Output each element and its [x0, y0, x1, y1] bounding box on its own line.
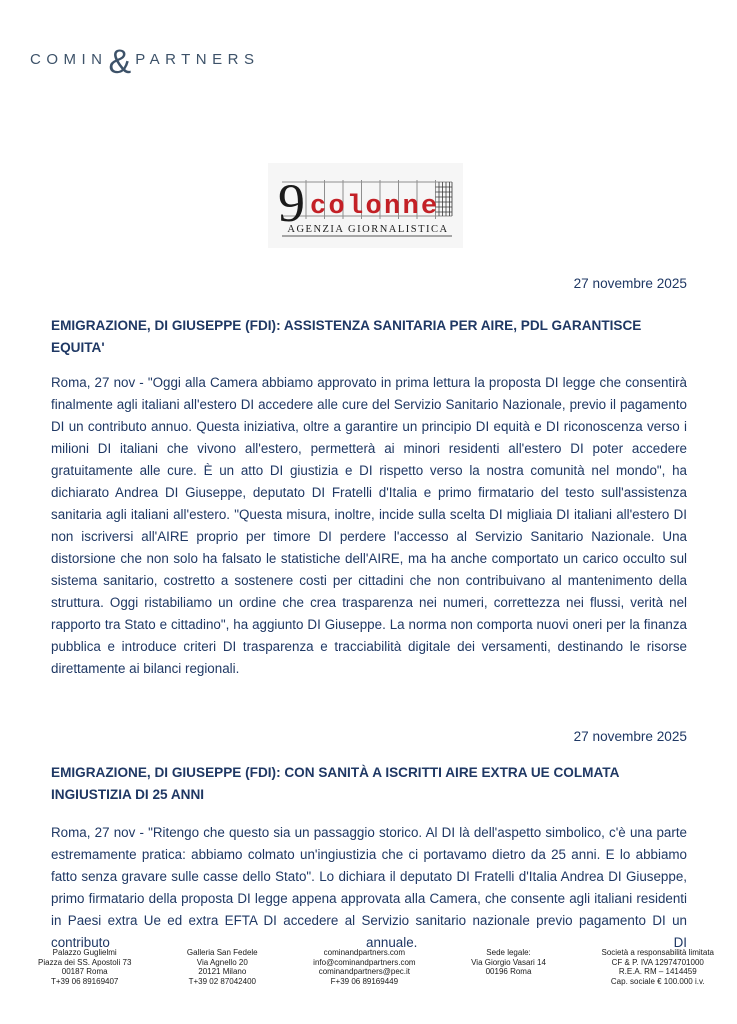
- footer-line: cominandpartners@pec.it: [318, 967, 410, 977]
- footer-address-milan: [187, 948, 258, 986]
- footer-address-rome: [38, 948, 131, 986]
- article-body-2: Roma, 27 nov - "Ritengo che questo sia un passaggio storico. Al DI là dell'aspetto simbolico, c'è una parte estremamente pratica: abbiamo colmato un'ingiustizia che ci portavamo dietro da 25 anni. E lo abbiamo fatto senza gravare sulle casse dello Stato". Lo dichiara il deputato DI Fratelli d'Italia Andrea DI Giuseppe, primo firmatario della proposta DI legge appena approvata alla Camera, che consente agli italiani residenti in Paesi extra Ue ed extra EFTA DI accedere al Servizio sanitario nazionale previo pagamento DI un contributo annuale. DI: [51, 825, 687, 950]
- headline-2: EMIGRAZIONE, DI GIUSEPPE (FDI): CON SANITÀ A ISCRITTI AIRE EXTRA UE COLMATA INGIUSTIZIA DI 25 ANNI: [51, 765, 619, 802]
- footer-line: T+39 02 87042400: [188, 976, 256, 986]
- agency-tagline: AGENZIA GIORNALISTICA: [286, 223, 449, 235]
- footer-legal-address: [471, 948, 546, 986]
- footer-line: info@cominandpartners.com: [313, 957, 416, 967]
- agency-number-9: 9: [277, 172, 305, 233]
- footer-line: 20121 Milano: [198, 967, 247, 977]
- page-footer: [38, 948, 714, 986]
- footer-line: R.E.A. RM – 1414459: [618, 967, 697, 977]
- footer-line: 00196 Roma: [485, 967, 532, 977]
- date-line-1: 27 novembre 2025: [573, 276, 687, 291]
- footer-line: Sede legale:: [486, 948, 531, 957]
- footer-line: cominandpartners.com: [323, 948, 406, 957]
- footer-line: Via Agnello 20: [196, 957, 248, 967]
- footer-line: Piazza dei SS. Apostoli 73: [38, 957, 132, 967]
- comin-partners-logo: [30, 38, 259, 80]
- footer-line: T+39 06 89169407: [50, 976, 119, 986]
- brand-word-comin: COMIN: [30, 50, 108, 68]
- footer-line: Palazzo Guglielmi: [52, 948, 117, 957]
- footer-contacts: [313, 948, 415, 986]
- nine-colonne-logo: [268, 163, 463, 248]
- date-line-2: 27 novembre 2025: [573, 729, 687, 744]
- footer-line: Società a responsabilità limitata: [601, 948, 714, 957]
- brand-word-partners: PARTNERS: [135, 50, 260, 68]
- footer-company-info: [601, 948, 714, 986]
- footer-line: Galleria San Fedele: [186, 948, 258, 957]
- agency-word-colonne: colonne: [309, 191, 440, 222]
- article-body-1: Roma, 27 nov - "Oggi alla Camera abbiamo approvato in prima lettura la proposta DI legge che consentirà finalmente agli italiani all'estero DI accedere alle cure del Servizio Sanitario Nazionale, previo il pagamento DI un contributo annuo. Questa iniziativa, oltre a garantire un principio DI equità e DI riconoscenza verso i milioni DI italiani che vivono all'estero, permetterà ai minori residenti all'estero DI poter accedere gratuitamente alle cure. È un atto DI giustizia e DI rispetto verso la nostra comunità nel mondo", ha dichiarato Andrea DI Giuseppe, deputato DI Fratelli d'Italia e primo firmatario del testo sull'assistenza sanitaria agli italiani all'estero. "Questa misura, inoltre, incide sulla scelta DI migliaia DI italiani all'estero DI non iscriversi all'AIRE proprio per timore DI perdere l'accesso al Servizio Sanitario Nazionale. Una distorsione che non solo ha falsato le statistiche dell'AIRE, ma ha anche comportato un carico occulto sul sistema sanitario, costretto a sostenere costi per cittadini che non contribuivano al mantenimento della struttura. Oggi ristabiliamo un ordine che crea trasparenza nei numeri, correttezza nei flussi, verità nel rapporto tra Stato e cittadino", ha aggiunto DI Giuseppe. La norma non comporta nuovi oneri per la finanza pubblica e introduce criteri DI trasparenza e tracciabilità digitale dei versamenti, destinando le risorse direttamente ai bilanci regionali.: [51, 375, 687, 676]
- footer-line: Cap. sociale € 100.000 i.v.: [610, 976, 705, 986]
- nine-colonne-logo-graphic: [276, 170, 456, 242]
- footer-line: F+39 06 89169449: [330, 976, 399, 986]
- footer-line: Via Giorgio Vasari 14: [471, 957, 546, 967]
- footer-line: 00187 Roma: [61, 967, 108, 977]
- footer-line: CF & P. IVA 12974701000: [611, 957, 704, 967]
- brand-ampersand: &: [108, 42, 132, 81]
- headline-1: EMIGRAZIONE, DI GIUSEPPE (FDI): ASSISTENZA SANITARIA PER AIRE, PDL GARANTISCE EQUITA': [51, 318, 642, 355]
